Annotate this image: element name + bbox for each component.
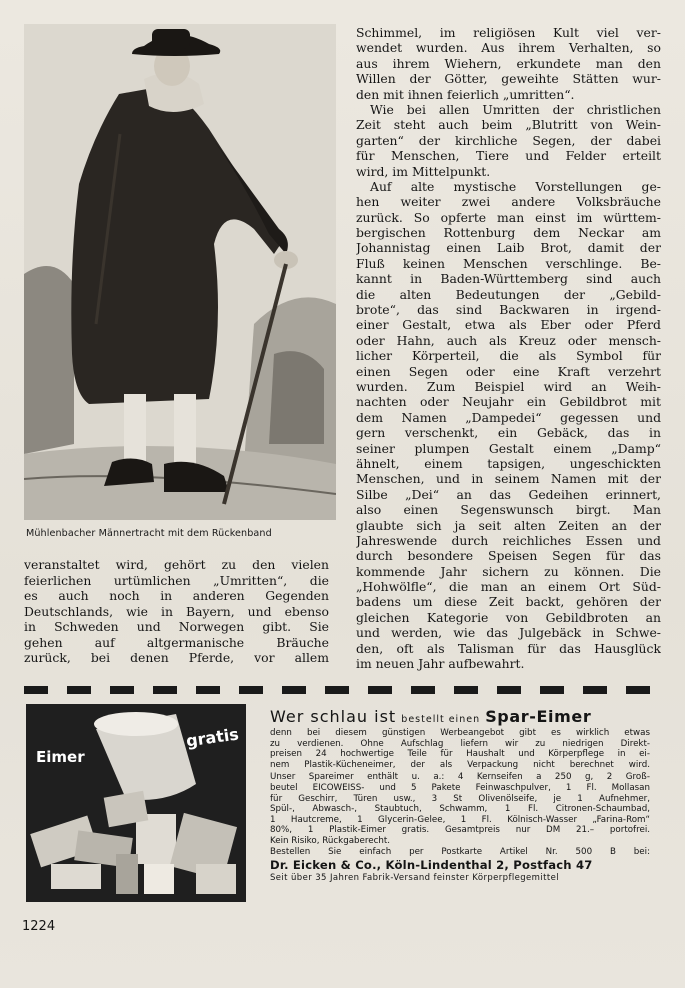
- ad-headline: [270, 706, 650, 728]
- ad-footer-line: Seit über 35 Jahren Fabrik-Versand feinster Körperpflegemittel: [270, 873, 559, 884]
- text-line: badens um diese Zeit backt, gehören der: [356, 594, 661, 610]
- ad-headline-part2: bestellt einen: [401, 714, 481, 725]
- text-line: Deutschlands, wie in Bayern, und ebenso: [24, 603, 329, 619]
- text-line: oder Hahn, auch als Kreuz oder mensch-: [356, 332, 661, 348]
- text-line: glaubte sich ja seit alten Zeiten an der: [356, 517, 661, 533]
- text-line: licher Körperteil, die als Symbol für: [356, 348, 661, 364]
- text-line: gleichen Kategorie von Gebildbroten an: [356, 609, 661, 625]
- text-line: bergischen Rottenburg dem Neckar am: [356, 225, 661, 241]
- text-line: wendet wurden. Aus ihrem Verhalten, so: [356, 40, 661, 56]
- text-line: wird, im Mittelpunkt.: [356, 163, 491, 179]
- ad-risk-line: Kein Risiko, Rückgaberecht.: [270, 835, 391, 846]
- ad-address: Dr. Eicken & Co., Köln-Lindenthal 2, Postfach 47: [270, 858, 593, 873]
- ad-product-photo: [26, 704, 246, 902]
- text-line: einen Segen oder eine Kraft verzehrt: [356, 363, 661, 379]
- text-line: kommende Jahr sichern zu können. Die: [356, 563, 661, 579]
- article-left-column: [24, 557, 329, 666]
- text-line: Auf alte mystische Vorstellungen ge-: [370, 178, 661, 194]
- text-line: hen weiter zwei andere Volksbräuche: [356, 194, 661, 210]
- text-line: also einen Segenswunsch birgt. Man: [356, 502, 661, 518]
- text-line: Schimmel, im religiösen Kult viel ver-: [356, 25, 661, 40]
- text-line: einer Gestalt, etwa als Eber oder Pferd: [356, 317, 661, 333]
- ad-image-label-gratis: gratis: [184, 724, 240, 751]
- ad-body-line: nem Plastik-Kücheneimer, der als Verpackung nicht berechnet wird.: [270, 759, 650, 770]
- text-line: durch besondere Speisen Segen für das: [356, 548, 661, 564]
- illustration-mens-costume: [24, 24, 336, 520]
- text-line: im neuen Jahr aufbewahrt.: [356, 656, 525, 672]
- text-line: und werden, wie das Julgebäck in Schwe-: [356, 625, 661, 641]
- text-line: Wie bei allen Umritten der christlichen: [370, 101, 661, 117]
- text-line: aus ihrem Wiehern, erkundete man den: [356, 55, 661, 71]
- ad-body-line: preisen 24 hochwertige Teile für Haushalt und Körperpflege in ei-: [270, 749, 650, 760]
- illustration-caption: Mühlenbacher Männertracht mit dem Rückenband: [26, 528, 272, 539]
- text-line: nachten oder Neujahr ein Gebildbrot mit: [356, 394, 661, 410]
- text-line: gern verschenkt, ein Gebäck, das in: [356, 425, 661, 441]
- text-line: Johannistag einen Laib Brot, damit der: [356, 240, 661, 256]
- ad-body-line: denn bei diesem günstigen Werbeangebot gibt es wirklich etwas: [270, 728, 650, 738]
- text-line: Silbe „Dei“ an das Gedeihen erinnert,: [356, 486, 661, 502]
- text-line: Menschen, und in seinem Namen mit der: [356, 471, 661, 487]
- text-line: ähnelt, einem tapsigen, ungeschickten: [356, 455, 661, 471]
- text-line: Zeit steht auch beim „Blutritt von Wein-: [356, 117, 661, 133]
- text-line: veranstaltet wird, gehört zu den vielen: [24, 557, 329, 572]
- text-line: seiner plumpen Gestalt einem „Damp“: [356, 440, 661, 456]
- text-line: Jahreswende durch reichliches Essen und: [356, 532, 661, 548]
- text-line: für Menschen, Tiere und Felder erteilt: [356, 148, 661, 164]
- ad-contents-line: 1 Hautcreme, 1 Glycerin-Gelee, 1 Fl. Kölnisch-Wasser „Farina-Rom“: [270, 814, 650, 825]
- text-line: zurück, bei denen Pferde, vor allem: [24, 650, 329, 665]
- text-line: feierlichen urtümlichen „Umritten“, die: [24, 572, 329, 588]
- page-number: 1224: [22, 919, 56, 934]
- ad-contents-line: Unser Spareimer enthält u. a.: 4 Kernseifen a 250 g, 2 Groß-: [270, 772, 650, 783]
- text-line: dem Namen „Dampedei“ gegessen und: [356, 409, 661, 425]
- ad-contents-line: für Geschirr, Türen usw., 3 St Olivenölseife, je 1 Aufnehmer,: [270, 793, 650, 804]
- ad-body-line: zu verdienen. Ohne Aufschlag liefern wir zu niedrigen Direkt-: [270, 738, 650, 749]
- text-line: kannt in Baden-Württemberg sind auch: [356, 271, 661, 287]
- ad-separator-dashes: [24, 686, 656, 694]
- ad-order-line: Bestellen Sie einfach per Postkarte Artikel Nr. 500 B bei:: [270, 846, 650, 857]
- text-line: „Hohwölfle“, die man an einem Ort Süd-: [356, 579, 661, 595]
- article-right-column: [356, 25, 661, 671]
- text-line: den mit ihnen feierlich „umritten“.: [356, 86, 575, 102]
- ad-contents-line: Spül-, Abwasch-, Staubtuch, Schwamm, 1 Fl. Citronen-Schaumbad,: [270, 804, 650, 815]
- text-line: den, oft als Talisman für das Hausglück: [356, 640, 661, 656]
- text-line: wurden. Zum Beispiel wird an Weih-: [356, 378, 661, 394]
- ad-image-label-eimer: Eimer: [36, 748, 85, 766]
- text-line: die alten Bedeutungen der „Gebild-: [356, 286, 661, 302]
- ad-text-block: [270, 706, 650, 883]
- text-line: Fluß keinen Menschen verschlinge. Be-: [356, 255, 661, 271]
- ad-headline-product: Spar-Eimer: [485, 707, 592, 726]
- ad-contents-line: beutel EICOWEISS- und 5 Pakete Feinwaschpulver, 1 Fl. Mollasan: [270, 782, 650, 793]
- ad-headline-part1: Wer schlau ist: [270, 707, 397, 726]
- text-line: Willen der Götter, geweihte Stätten wur-: [356, 71, 661, 87]
- ad-contents-line: 80%, 1 Plastik-Eimer gratis. Gesamtpreis nur DM 21.– portofrei.: [270, 825, 650, 836]
- text-line: garten“ der kirchliche Segen, der dabei: [356, 132, 661, 148]
- text-line: gehen auf altgermanische Bräuche: [24, 634, 329, 650]
- text-line: es auch noch in anderen Gegenden: [24, 588, 329, 603]
- text-line: in Schweden und Norwegen gibt. Sie: [24, 619, 329, 634]
- text-line: zurück. So opferte man einst im württem-: [356, 209, 661, 225]
- text-line: brote“, das sind Backwaren in irgend-: [356, 302, 661, 318]
